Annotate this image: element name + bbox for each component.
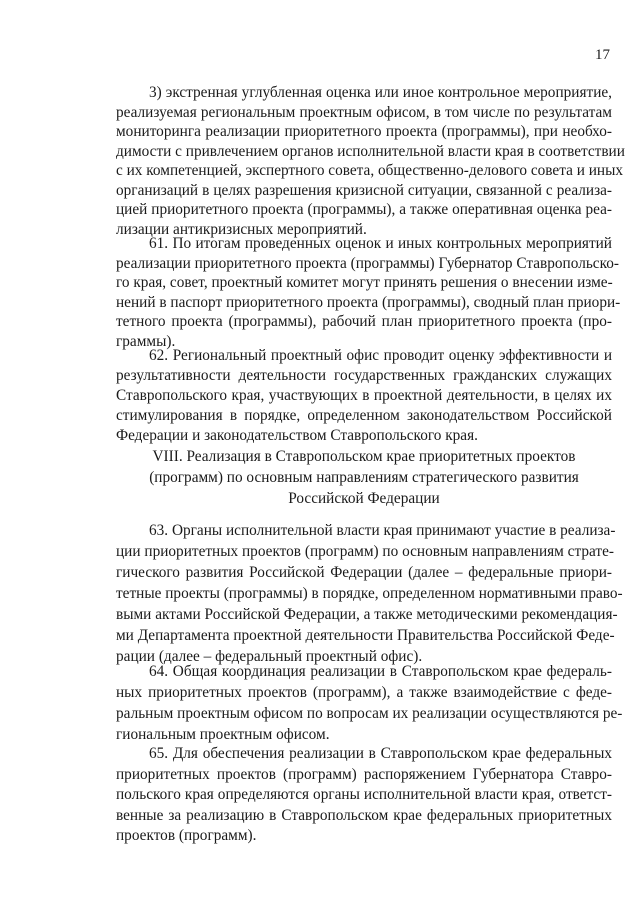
text-line: граммы). xyxy=(116,332,176,350)
text-line: реализации приоритетного проекта (программы) Губернатор Ставропольско- xyxy=(116,254,619,272)
text-line: Федерации и законодательством Ставропольского края. xyxy=(116,427,478,444)
text-line: мониторинга реализации приоритетного проекта (программы), при необхо- xyxy=(116,123,612,140)
text-line: венные за реализацию в Ставропольском крае федеральных приоритетных xyxy=(116,806,612,824)
text-line: Ставропольского края, участвующих в проектной деятельности, в целях их xyxy=(116,387,612,404)
text-line: 62. Региональный проектный офис проводит оценку эффективности и xyxy=(149,347,612,364)
text-line: организаций в целях разрешения кризисной ситуации, связанной с реализа- xyxy=(116,181,612,199)
text-line: гиональным проектным офисом. xyxy=(116,726,330,743)
text-line: ных приоритетных проектов (программ), а также взаимодействие с феде- xyxy=(116,684,612,701)
text-line: ральным проектным офисом по вопросам их реализации осуществляются ре- xyxy=(116,705,623,722)
text-line: 3) экстренная углубленная оценка или иное контрольное мероприятие, xyxy=(149,84,612,101)
text-line: польского края определяются органы исполнительной власти края, ответст- xyxy=(116,786,612,803)
text-line: проектов (программ). xyxy=(116,827,257,844)
text-line: стимулирования в порядке, определенном законодательством Российской xyxy=(116,407,612,424)
page-number: 17 xyxy=(595,47,610,63)
text-line: ми Департамента проектной деятельности Правительства Российской Феде- xyxy=(116,627,615,644)
text-line: 63. Органы исполнительной власти края принимают участие в реализа- xyxy=(149,522,616,539)
heading-line: VIII. Реализация в Ставропольском крае приоритетных проектов xyxy=(152,448,576,465)
text-line: нений в паспорт приоритетного проекта (программы), сводный план приори- xyxy=(116,293,621,311)
text-line: го края, совет, проектный комитет могут принять решения о внесении изме- xyxy=(116,274,613,291)
text-line: результативности деятельности государственных гражданских служащих xyxy=(116,367,612,384)
text-line: 65. Для обеспечения реализации в Ставропольском крае федеральных xyxy=(149,745,612,762)
text-line: 61. По итогам проведенных оценок и иных контрольных мероприятий xyxy=(149,235,612,252)
heading-line: Российской Федерации xyxy=(288,490,440,507)
text-line: рации (далее – федеральный проектный офис). xyxy=(116,648,423,665)
text-line: 64. Общая координация реализации в Ставропольском крае федераль- xyxy=(149,663,612,680)
text-line: приоритетных проектов (программ) распоряжением Губернатора Ставро- xyxy=(116,765,612,783)
text-line: тетного проекта (программы), рабочий план приоритетного проекта (про- xyxy=(116,313,612,330)
heading-line: (программ) по основным направлениям стратегического развития xyxy=(149,469,579,486)
text-line: выми актами Российской Федерации, а также методическими рекомендация- xyxy=(116,606,618,623)
text-line: цией приоритетного проекта (программы), а также оперативная оценка реа- xyxy=(116,201,612,218)
text-line: димости с привлечением органов исполнительной власти края в соответствии xyxy=(116,142,625,160)
text-line: гического развития Российской Федерации (далее – федеральные приори- xyxy=(116,564,612,581)
text-line: с их компетенцией, экспертного совета, общественно-делового совета и иных xyxy=(116,162,624,179)
text-line: ции приоритетных проектов (программ) по основным направлениям страте- xyxy=(116,543,614,560)
text-line: тетные проекты (программы) в порядке, определенном нормативными право- xyxy=(116,585,623,602)
text-line: лизации антикризисных мероприятий. xyxy=(116,220,367,238)
text-line: реализуемая региональным проектным офисом, в том числе по результатам xyxy=(116,103,612,121)
